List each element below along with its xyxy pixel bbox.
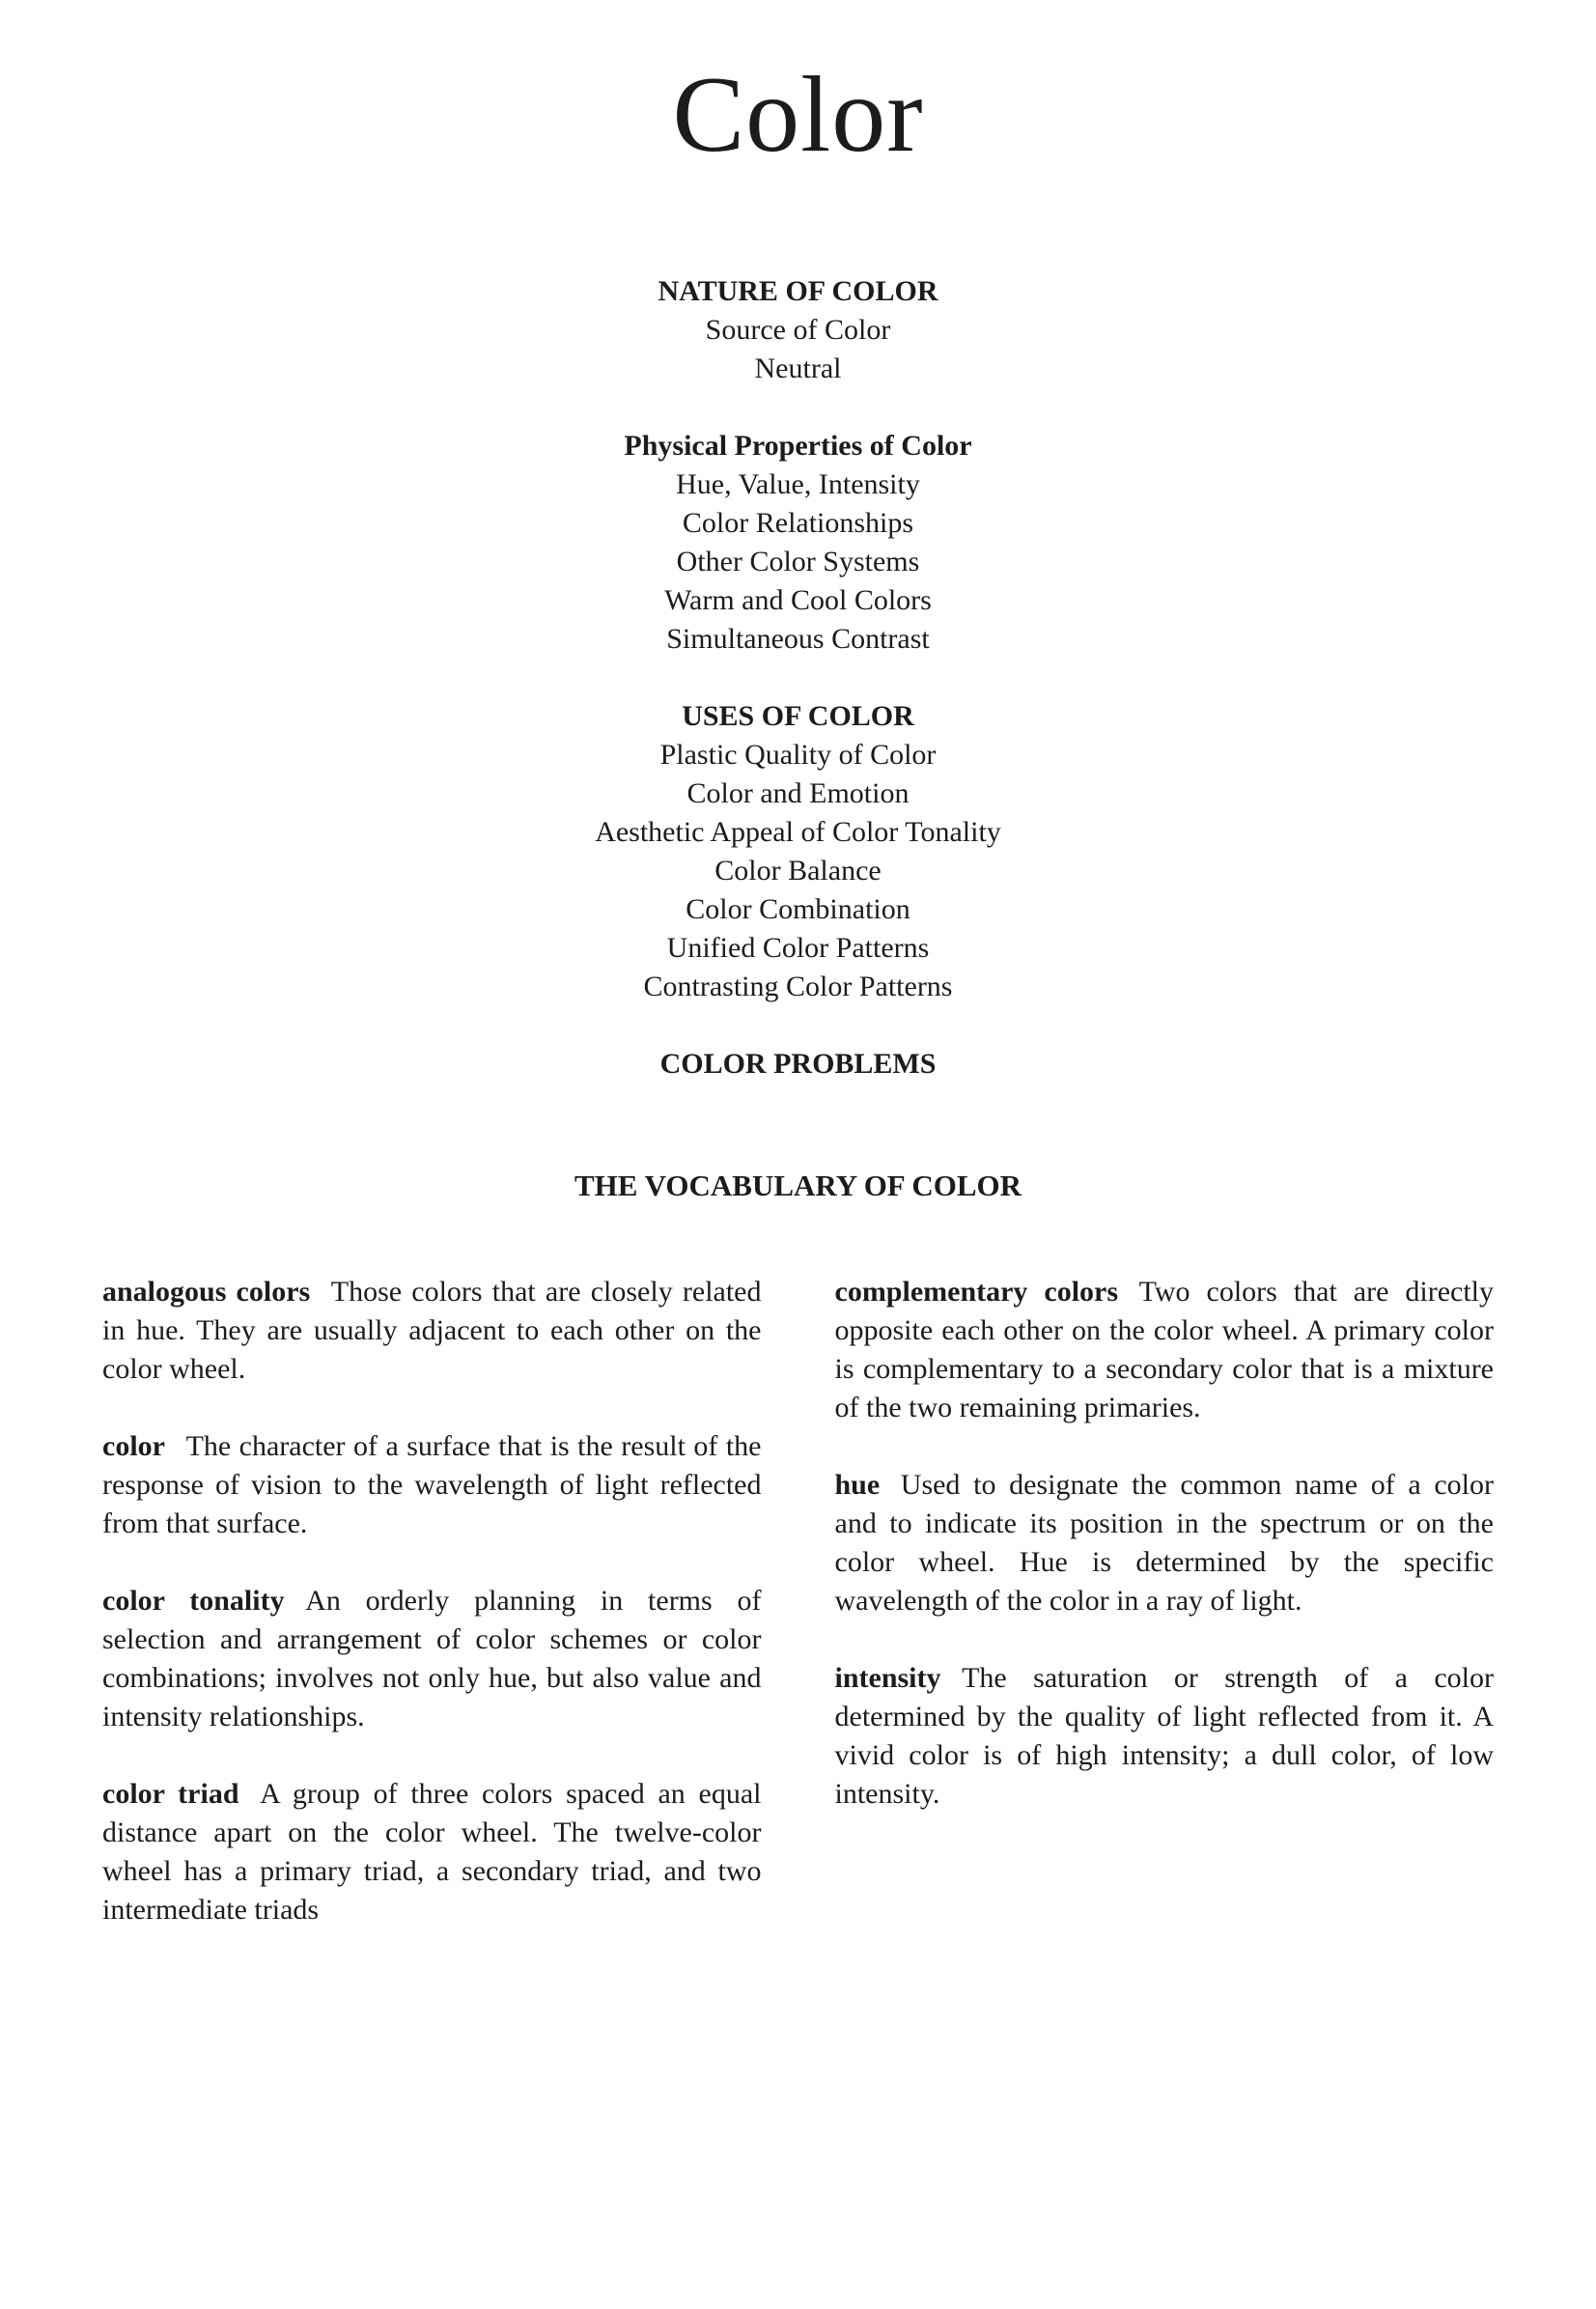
toc-item: Aesthetic Appeal of Color Tonality [595, 816, 1001, 849]
vocabulary-definition: Two colors that are directly opposite each other on the color wheel. A primary color is complementary to a secondary color that is a mixture of the two remaining primaries. [834, 1276, 1494, 1424]
vocabulary-definition: A group of three colors spaced an equal distance apart on the color wheel. The twelve-color wheel has a primary triad, a secondary triad, and two intermediate triads [102, 1778, 762, 1927]
toc-section-heading: NATURE OF COLOR [658, 275, 938, 308]
vocabulary-term: intensity [834, 1662, 941, 1695]
vocabulary-entry [102, 1427, 762, 1543]
toc-item: Contrasting Color Patterns [643, 971, 953, 1003]
vocabulary-entry [835, 1466, 1495, 1620]
toc-item: Simultaneous Contrast [666, 623, 930, 656]
toc-section-heading: USES OF COLOR [682, 700, 914, 733]
toc-section [0, 697, 1596, 1006]
toc-section-heading: COLOR PROBLEMS [659, 1048, 937, 1081]
page-title: Color [672, 55, 924, 175]
vocabulary-heading: THE VOCABULARY OF COLOR [574, 1169, 1022, 1203]
vocabulary-term: analogous colors [102, 1276, 311, 1309]
toc-item: Color and Emotion [686, 777, 910, 810]
vocabulary-term: color triad [102, 1778, 239, 1811]
vocabulary-definition: Those colors that are closely related in hue. They are usually adjacent to each other on the color wheel. [102, 1276, 762, 1386]
toc-item: Warm and Cool Colors [664, 584, 932, 617]
vocabulary-definition: The character of a surface that is the result of the response of vision to the wavelength of light reflected from that surface. [102, 1430, 762, 1540]
toc-item: Source of Color [705, 314, 891, 347]
toc-item: Color Balance [714, 855, 882, 887]
toc-item: Plastic Quality of Color [659, 739, 937, 772]
toc-item: Neutral [754, 352, 842, 385]
vocabulary-definition: The saturation or strength of a color determined by the quality of light reflected from it. A vivid color is of high intensity; a dull color, of low intensity. [834, 1662, 1494, 1811]
toc-item: Other Color Systems [676, 546, 920, 578]
vocabulary-entry [102, 1273, 762, 1389]
vocabulary-term: color [102, 1430, 165, 1463]
vocabulary-definition: An orderly planning in terms of selection and arrangement of color schemes or color combinations; involves not only hue, but also value and intensity relationships. [102, 1585, 762, 1733]
toc-section [0, 427, 1596, 659]
vocabulary-definition: Used to designate the common name of a color and to indicate its position in the spectrum or on the color wheel. Hue is determined by the specific wavelength of the color in a ray of light. [834, 1469, 1494, 1618]
vocabulary-columns [102, 1273, 1494, 1968]
toc-section [0, 1045, 1596, 1084]
vocabulary-entry [835, 1659, 1495, 1814]
vocabulary-entry [835, 1273, 1495, 1427]
toc-item: Hue, Value, Intensity [676, 468, 920, 501]
table-of-contents [0, 272, 1596, 1084]
vocabulary-column-left [102, 1273, 762, 1968]
vocabulary-entry [102, 1775, 762, 1929]
vocabulary-term: color tonality [102, 1585, 285, 1618]
vocabulary-column-right [835, 1273, 1495, 1968]
vocabulary-term: complementary colors [834, 1276, 1119, 1309]
toc-item: Color Relationships [682, 507, 914, 540]
toc-item: Color Combination [686, 893, 910, 926]
toc-section-heading: Physical Properties of Color [624, 430, 972, 463]
toc-section [0, 272, 1596, 388]
vocabulary-term: hue [834, 1469, 881, 1502]
toc-item: Unified Color Patterns [666, 932, 930, 965]
vocabulary-entry [102, 1582, 762, 1736]
document-page [0, 50, 1596, 2309]
